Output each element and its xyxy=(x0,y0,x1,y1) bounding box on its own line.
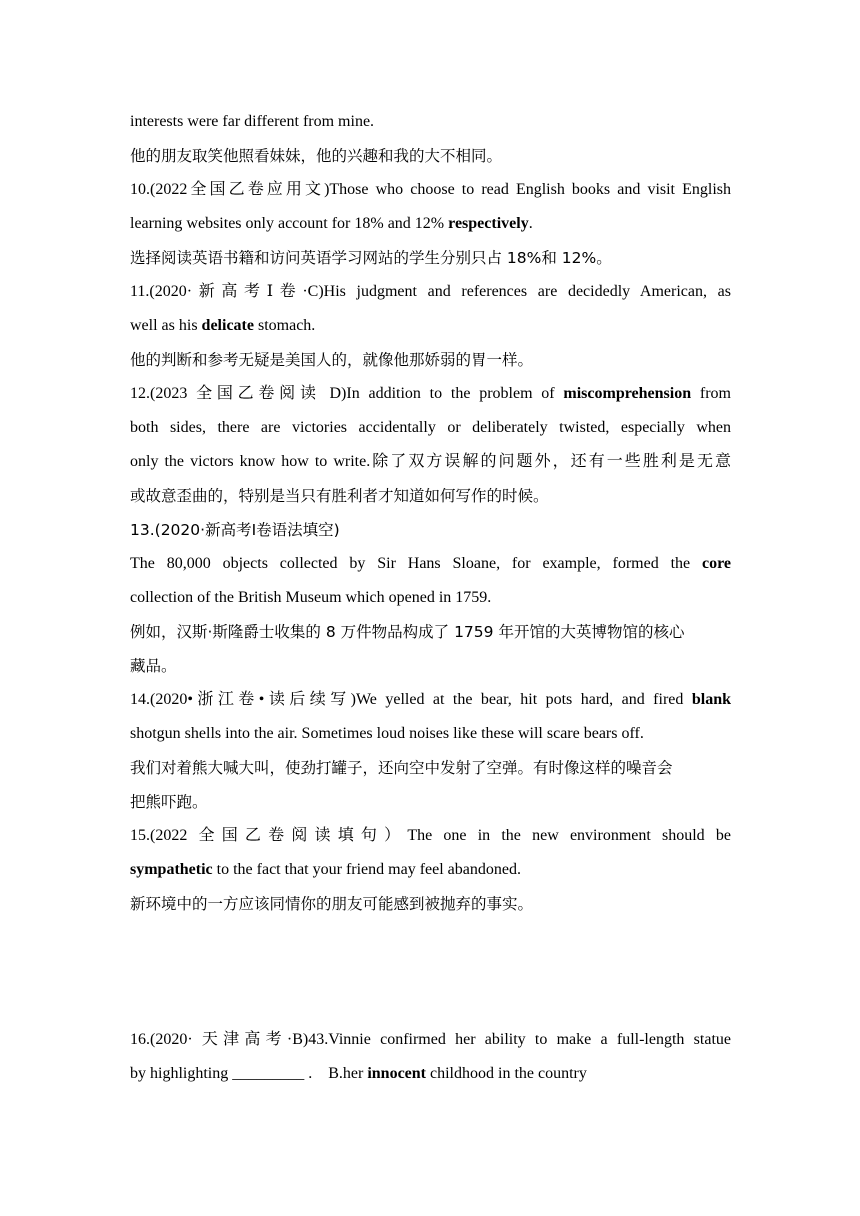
keyword: miscomprehension xyxy=(563,385,692,402)
example-12-line-2: both sides, there are victories accidentally or deliberately twisted, especially when xyxy=(130,419,731,436)
example-11-line-1: 11.(2020·新高考Ⅰ卷·C)His judgment and references are decidedly American, as xyxy=(130,283,731,300)
chinese-translation: 例如，汉斯·斯隆爵士收集的 8 万件物品构成了 1759 年开馆的大英博物馆的核心 xyxy=(130,623,685,641)
english-text: well as his xyxy=(130,317,202,334)
keyword: innocent xyxy=(367,1065,426,1082)
document-page xyxy=(130,105,731,1091)
example-15-line-1: 15.(2022 全国乙卷阅读填句）The one in the new environment should be xyxy=(130,827,731,844)
example-13-heading: 13.(2020·新高考Ⅰ卷语法填空) xyxy=(130,521,340,539)
chinese-translation: 我们对着熊大喊大叫，使劲打罐子，还向空中发射了空弹。有时像这样的噪音会 xyxy=(130,759,673,777)
english-text: to the fact that your friend may feel abandoned. xyxy=(212,861,521,878)
example-10-line-1: 10.(2022全国乙卷应用文)Those who choose to read English books and visit English xyxy=(130,181,731,198)
chinese-translation: 或故意歪曲的，特别是当只有胜利者才知道如何写作的时候。 xyxy=(130,487,549,505)
example-12-line-3: only the victors know how to write.除了双方误解的问题外，还有一些胜利是无意 xyxy=(130,453,731,470)
english-text: interests were far different from mine. xyxy=(130,113,375,130)
example-16-line-1: 16.(2020· 天津高考·B)43.Vinnie confirmed her ability to make a full-length statue xyxy=(130,1031,731,1048)
english-text: 12.(2023 全国乙卷阅读 D)In addition to the problem of xyxy=(130,385,564,402)
example-14-line-2: shotgun shells into the air. Sometimes loud noises like these will scare bears off. xyxy=(130,725,644,742)
english-text: from xyxy=(691,385,731,402)
blank-space xyxy=(130,921,731,1023)
chinese-translation: 把熊吓跑。 xyxy=(130,793,208,811)
example-13-line-2: collection of the British Museum which opened in 1759. xyxy=(130,589,492,606)
example-10-line-2 xyxy=(130,207,731,241)
example-11-line-2 xyxy=(130,309,731,343)
english-text: stomach. xyxy=(253,317,316,334)
example-13-line-1 xyxy=(130,547,731,581)
keyword: delicate xyxy=(201,317,254,334)
english-text: learning websites only account for 18% and 12% xyxy=(130,215,449,232)
english-text: childhood in the country xyxy=(426,1065,587,1082)
english-text: The 80,000 objects collected by Sir Hans Sloane, for example, formed the xyxy=(130,555,702,572)
chinese-translation: 他的判断和参考无疑是美国人的，就像他那娇弱的胃一样。 xyxy=(130,351,534,369)
keyword: sympathetic xyxy=(130,861,213,878)
english-text: 14.(2020•浙江卷•读后续写)We yelled at the bear, hit pots hard, and fired xyxy=(130,691,692,708)
example-14-line-1 xyxy=(130,683,731,717)
chinese-translation: 他的朋友取笑他照看妹妹，他的兴趣和我的大不相同。 xyxy=(130,147,503,165)
keyword: respectively xyxy=(448,215,529,232)
english-text: . xyxy=(528,215,533,232)
english-text: by highlighting _________ . B.her xyxy=(130,1065,368,1082)
keyword: blank xyxy=(691,691,731,708)
example-12-line-1 xyxy=(130,377,731,411)
example-15-line-2 xyxy=(130,853,731,887)
text-line xyxy=(130,105,731,139)
chinese-translation: 藏品。 xyxy=(130,657,177,675)
keyword: core xyxy=(701,555,731,572)
chinese-translation: 新环境中的一方应该同情你的朋友可能感到被抛弃的事实。 xyxy=(130,895,534,913)
chinese-translation: 选择阅读英语书籍和访问英语学习网站的学生分别只占 18%和 12%。 xyxy=(130,249,612,267)
example-16-line-2 xyxy=(130,1057,731,1091)
